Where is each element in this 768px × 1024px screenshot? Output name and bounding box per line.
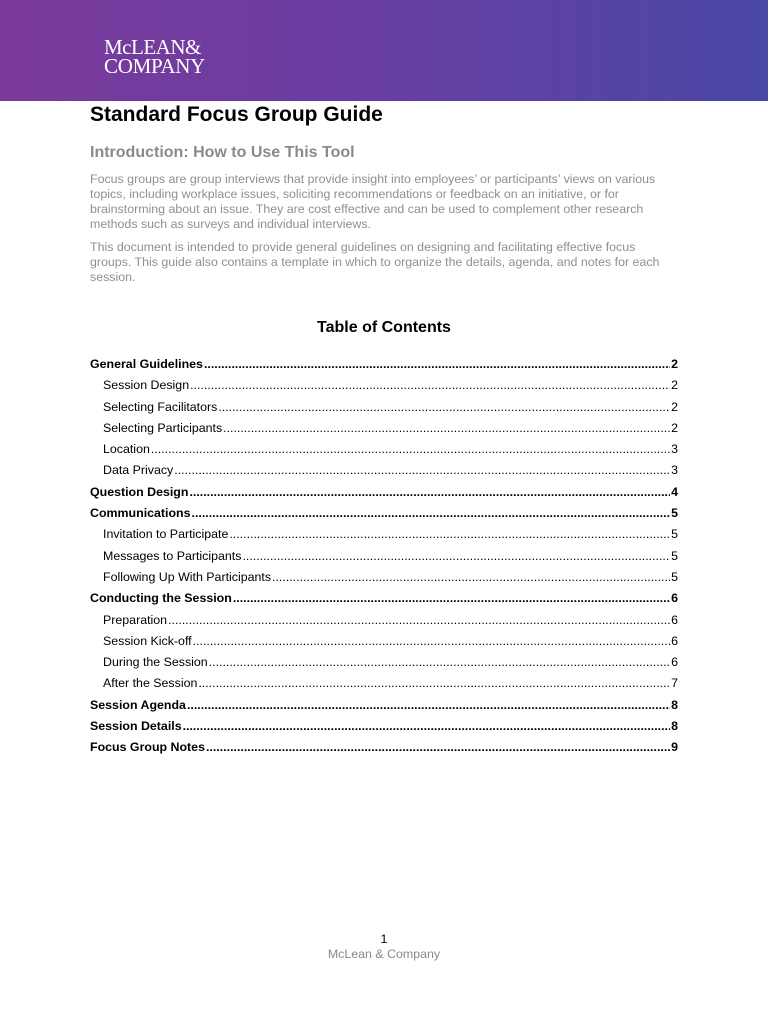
toc-dot-leader	[187, 695, 670, 716]
toc-dot-leader	[223, 418, 670, 439]
toc-entry-label: Data Privacy	[103, 463, 174, 478]
logo-line-1: McLEAN&	[104, 35, 201, 59]
toc-entry-page: 2	[671, 399, 678, 414]
header-banner	[0, 0, 768, 101]
toc-entry-page: 2	[671, 357, 678, 371]
page-number: 1	[380, 932, 388, 946]
toc-entry-label: Session Design	[103, 378, 190, 393]
page-title: Standard Focus Group Guide	[90, 103, 383, 126]
toc-entry-page: 3	[671, 463, 678, 478]
toc-entry-label: Question Design	[90, 484, 189, 499]
toc-entry-page: 6	[671, 591, 678, 606]
toc-entry[interactable]	[90, 503, 678, 524]
toc-entry[interactable]	[90, 737, 678, 758]
toc-dot-leader	[218, 397, 670, 418]
toc-entry-page: 4	[671, 484, 678, 499]
toc-entry-page: 5	[671, 506, 678, 521]
footer-company: McLean & Company	[327, 947, 441, 961]
toc-dot-leader	[192, 503, 671, 524]
toc-entry-page: 5	[671, 548, 678, 563]
toc-dot-leader	[272, 567, 670, 588]
toc-dot-leader	[174, 460, 670, 481]
toc-entry-label: Selecting Facilitators	[103, 399, 218, 414]
toc-dot-leader	[209, 652, 670, 673]
toc-entry[interactable]	[90, 716, 678, 737]
toc-entry-page: 7	[671, 676, 678, 691]
table-of-contents	[90, 354, 678, 759]
toc-dot-leader	[183, 716, 671, 737]
intro-section	[90, 102, 678, 285]
toc-entry-page: 6	[671, 633, 678, 648]
toc-entry-label: Session Details	[90, 719, 182, 734]
toc-entry[interactable]	[90, 354, 678, 375]
toc-entry[interactable]	[90, 418, 678, 439]
toc-entry[interactable]	[90, 588, 678, 609]
toc-entry[interactable]	[90, 652, 678, 673]
toc-entry-label: Invitation to Participate	[103, 527, 229, 542]
toc-dot-leader	[206, 737, 670, 758]
toc-entry-page: 8	[671, 697, 678, 712]
toc-dot-leader	[151, 439, 670, 460]
toc-entry-page: 6	[671, 655, 678, 670]
toc-entry-label: Selecting Participants	[103, 420, 223, 435]
toc-entry-page: 6	[671, 612, 678, 627]
toc-entry-label: Messages to Participants	[103, 548, 242, 563]
toc-dot-leader	[233, 588, 670, 609]
toc-entry[interactable]	[90, 546, 678, 567]
toc-entry[interactable]	[90, 524, 678, 545]
toc-dot-leader	[242, 546, 670, 567]
toc-dot-leader	[204, 354, 670, 375]
toc-entry[interactable]	[90, 375, 678, 396]
toc-entry-page: 9	[671, 740, 678, 755]
intro-paragraph-2: This document is intended to provide general guidelines on designing and facilitating effective focus groups. This guide also contains a template in which to organize the details, agenda, and notes for each session.	[90, 240, 660, 284]
toc-entry-label: General Guidelines	[90, 357, 203, 371]
toc-dot-leader	[229, 524, 670, 545]
section-heading: Introduction: How to Use This Tool	[90, 144, 355, 161]
toc-entry-page: 3	[671, 442, 678, 457]
toc-entry-label: Location	[103, 442, 150, 457]
company-logo	[104, 35, 205, 78]
toc-entry[interactable]	[90, 482, 678, 503]
toc-entry-page: 5	[671, 527, 678, 542]
toc-dot-leader	[168, 610, 670, 631]
toc-dot-leader	[198, 673, 670, 694]
toc-entry[interactable]	[90, 695, 678, 716]
toc-entry-page: 2	[671, 378, 678, 393]
toc-entry-label: Following Up With Participants	[103, 569, 272, 584]
toc-entry[interactable]	[90, 631, 678, 652]
toc-entry-label: During the Session	[103, 655, 208, 670]
page-footer	[0, 932, 768, 962]
toc-entry-page: 2	[671, 420, 678, 435]
toc-entry[interactable]	[90, 610, 678, 631]
toc-entry-label: Communications	[90, 506, 191, 521]
toc-entry-label: Session Kick-off	[103, 633, 192, 648]
toc-entry-label: Session Agenda	[90, 697, 186, 712]
toc-entry-label: Focus Group Notes	[90, 740, 205, 755]
toc-dot-leader	[190, 375, 670, 396]
logo-line-2: COMPANY	[104, 54, 205, 78]
toc-entry[interactable]	[90, 567, 678, 588]
toc-entry[interactable]	[90, 460, 678, 481]
toc-entry-label: After the Session	[103, 676, 198, 691]
toc-entry[interactable]	[90, 397, 678, 418]
toc-entry[interactable]	[90, 439, 678, 460]
toc-entry-label: Preparation	[103, 612, 168, 627]
toc-entry-label: Conducting the Session	[90, 591, 232, 606]
toc-dot-leader	[189, 482, 670, 503]
toc-entry-page: 5	[671, 569, 678, 584]
intro-paragraph-1: Focus groups are group interviews that provide insight into employees’ or participants’ views on various topics, including workplace issues, soliciting recommendations or feedback on an initiative, or for brainstorming about an issue. They are cost effective and can be used to complement other research methods such as surveys and individual interviews.	[90, 172, 656, 231]
toc-title: Table of Contents	[317, 319, 451, 336]
toc-dot-leader	[193, 631, 670, 652]
toc-entry[interactable]	[90, 673, 678, 694]
toc-entry-page: 8	[671, 719, 678, 734]
